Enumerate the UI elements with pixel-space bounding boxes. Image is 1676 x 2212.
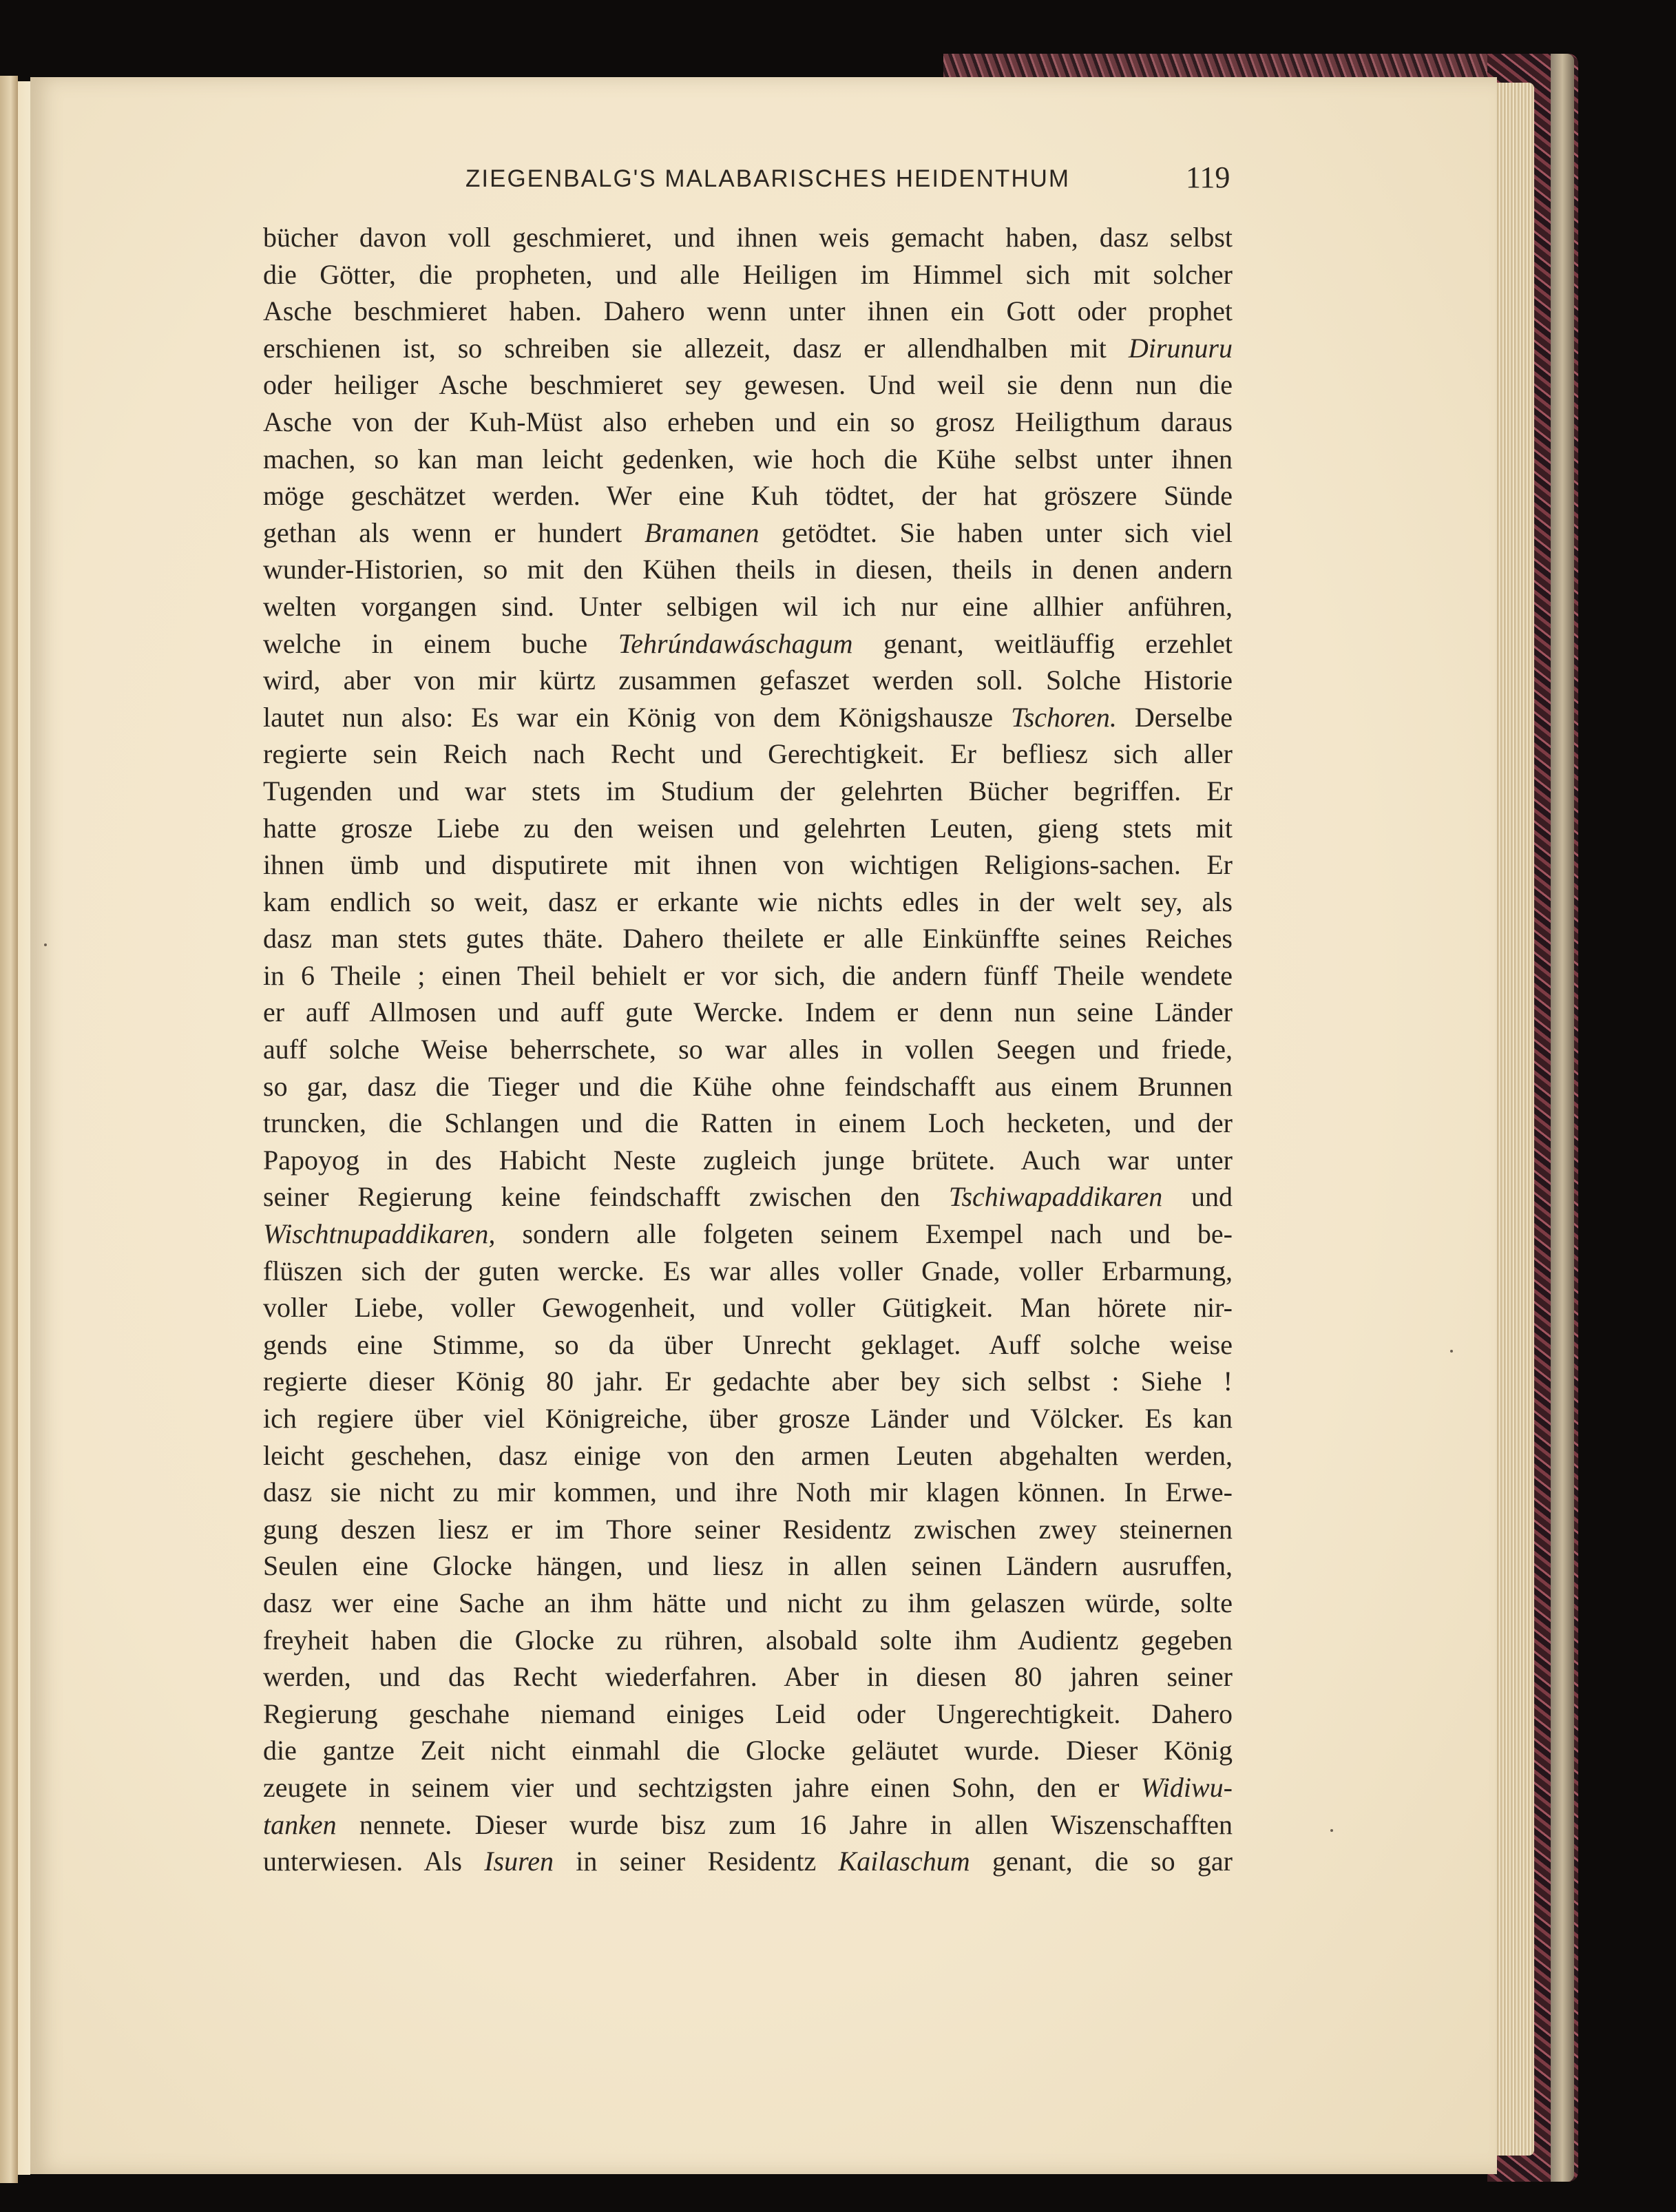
text-run: freyheit haben die Glocke zu rühren, alsobald solte ihm Audientz gegeben	[263, 1624, 1233, 1656]
text-run: er auff Allmosen und auff gute Wercke. Indem er denn nun seine Länder	[263, 997, 1233, 1028]
text-run: Seulen eine Glocke hängen, und liesz in allen seinen Ländern ausruffen,	[263, 1550, 1233, 1582]
text-run: machen, so kan man leicht gedenken, wie hoch die Kühe selbst unter ihnen	[263, 443, 1233, 474]
text-run: werden, und das Recht wiederfahren. Aber in diesen 80 jahren seiner	[263, 1661, 1233, 1693]
italic-term: Widiwu-	[1140, 1771, 1233, 1803]
text-line	[263, 1658, 1233, 1695]
paper-speck	[44, 943, 47, 946]
text-run: Papoyog in des Habicht Neste zugleich junge brütete. Auch war unter	[263, 1144, 1233, 1176]
text-line	[263, 920, 1233, 957]
text-run: kam endlich so weit, dasz er erkante wie nichts edles in der welt sey, als	[263, 886, 1233, 917]
text-line	[263, 1695, 1233, 1733]
text-run: flüszen sich der guten wercke. Es war alles voller Gnade, voller Erbarmung,	[263, 1255, 1233, 1286]
text-line	[263, 1511, 1233, 1548]
text-line	[263, 477, 1233, 514]
text-run: oder heiliger Asche beschmieret sey gewesen. Und weil sie denn nun die	[263, 369, 1233, 401]
text-run: leicht geschehen, dasz einige von den armen Leuten abgehalten werden,	[263, 1439, 1233, 1471]
italic-term: Kailaschum	[838, 1846, 970, 1877]
text-run: hatte grosze Liebe zu den weisen und gelehrten Leuten, gieng stets mit	[263, 812, 1233, 844]
text-run: ihnen ümb und disputirete mit ihnen von wichtigen Religions-sachen. Er	[263, 849, 1233, 881]
text-run: welche in einem buche	[263, 627, 618, 659]
text-line	[263, 366, 1233, 404]
italic-term: Tschoren.	[1011, 701, 1117, 733]
text-run: regierte sein Reich nach Recht und Gerechtigkeit. Er befliesz sich aller	[263, 738, 1233, 770]
text-line	[263, 1437, 1233, 1474]
text-run: getödtet. Sie haben unter sich viel	[759, 517, 1233, 548]
text-line	[263, 699, 1233, 736]
text-line	[263, 1474, 1233, 1511]
text-run: genant, die so gar	[970, 1846, 1233, 1877]
text-run: dasz sie nicht zu mir kommen, und ihre Noth mir klagen können. In Erwe-	[263, 1477, 1233, 1508]
text-run: voller Liebe, voller Gewogenheit, und voller Gütigkeit. Man hörete nir-	[263, 1292, 1233, 1324]
text-run: Derselbe	[1116, 701, 1233, 733]
italic-term: Tschiwapaddikaren	[948, 1181, 1163, 1213]
text-line	[263, 1031, 1233, 1068]
text-line	[263, 735, 1233, 773]
text-run: wunder-Historien, so mit den Kühen theils in diesen, theils in denen andern	[263, 554, 1233, 585]
running-head: ZIEGENBALG'S MALABARISCHES HEIDENTHUM	[465, 165, 1071, 192]
text-run: seiner Regierung keine feindschafft zwischen den	[263, 1181, 949, 1213]
page-number: 119	[1186, 160, 1230, 194]
text-run: in seiner Residentz	[553, 1846, 839, 1877]
text-run: zeugete in seinem vier und sechtzigsten jahre einen Sohn, den er	[263, 1771, 1141, 1803]
text-line	[263, 293, 1233, 330]
text-line	[263, 1326, 1233, 1364]
text-line	[263, 1806, 1233, 1844]
text-line	[263, 957, 1233, 994]
text-run: gung deszen liesz er im Thore seiner Residentz zwischen zwey steinernen	[263, 1513, 1233, 1545]
text-run: ich regiere über viel Königreiche, über grosze Länder und Völcker. Es kan	[263, 1403, 1233, 1434]
text-line	[263, 1585, 1233, 1622]
text-run: und	[1162, 1181, 1233, 1213]
text-run: wird, aber von mir kürtz zusammen gefaszet werden soll. Solche Historie	[263, 665, 1233, 696]
italic-term: Bramanen	[644, 517, 760, 548]
text-line	[263, 256, 1233, 293]
text-run: welten vorgangen sind. Unter selbigen wil ich nur eine allhier anführen,	[263, 590, 1233, 622]
text-run: dasz man stets gutes thäte. Dahero theilete er alle Einkünffte seines Reiches	[263, 923, 1233, 954]
text-run: so gar, dasz die Tieger und die Kühe ohne feindschafft aus einem Brunnen	[263, 1070, 1233, 1102]
paper-speck	[1330, 1829, 1333, 1832]
text-line	[263, 330, 1233, 367]
text-run: regierte dieser König 80 jahr. Er gedachte aber bey sich selbst : Siehe !	[263, 1366, 1233, 1397]
text-line	[263, 551, 1233, 588]
text-line	[263, 994, 1233, 1031]
text-run: unterwiesen. Als	[263, 1846, 485, 1877]
text-line	[263, 773, 1233, 810]
text-run: Asche von der Kuh-Müst also erheben und ein so grosz Heiligthum daraus	[263, 406, 1233, 437]
text-run: erschienen ist, so schreiben sie allezeit, dasz er allendhalben mit	[263, 332, 1129, 364]
text-line	[263, 1068, 1233, 1105]
text-line	[263, 404, 1233, 441]
text-run: möge geschätzet werden. Wer eine Kuh tödtet, der hat gröszere Sünde	[263, 480, 1233, 512]
text-run: Tugenden und war stets im Studium der gelehrten Bücher begriffen. Er	[263, 775, 1233, 806]
body-text	[263, 219, 1233, 1880]
text-line	[263, 441, 1233, 478]
text-run: Regierung geschahe niemand einiges Leid oder Ungerechtigkeit. Dahero	[263, 1698, 1233, 1729]
text-run: genant, weitläuffig erzehlet	[852, 627, 1233, 659]
text-line	[263, 1253, 1233, 1290]
italic-term: Tehrúndawáschagum	[618, 627, 853, 659]
italic-term: tanken	[263, 1808, 337, 1840]
text-run: die gantze Zeit nicht einmahl die Glocke geläutet wurde. Dieser König	[263, 1735, 1233, 1766]
text-run: lautet nun also: Es war ein König von dem Königshausze	[263, 701, 1012, 733]
facing-page-sheet	[18, 81, 30, 2175]
text-run: in 6 Theile ; einen Theil behielt er vor sich, die andern fünff Theile wendete	[263, 959, 1233, 991]
text-line	[263, 1105, 1233, 1142]
text-run: die Götter, die propheten, und alle Heiligen im Himmel sich mit solcher	[263, 258, 1233, 290]
text-run: gends eine Stimme, so da über Unrecht geklaget. Auff solche weise	[263, 1328, 1233, 1360]
text-line	[263, 1142, 1233, 1179]
book-cloth-spine-edge	[1551, 54, 1574, 2182]
text-line	[263, 1622, 1233, 1659]
text-run: dasz wer eine Sache an ihm hätte und nicht zu ihm gelaszen würde, solte	[263, 1587, 1233, 1618]
text-line	[263, 1215, 1233, 1253]
text-line	[263, 514, 1233, 552]
text-line	[263, 625, 1233, 662]
text-line	[263, 846, 1233, 884]
text-line	[263, 1363, 1233, 1400]
text-run: gethan als wenn er hundert	[263, 517, 645, 548]
text-line	[263, 1178, 1233, 1215]
text-run: nennete. Dieser wurde bisz zum 16 Jahre in allen Wiszenschafften	[336, 1808, 1233, 1840]
text-line	[263, 1289, 1233, 1326]
text-line	[263, 1843, 1233, 1880]
text-line	[263, 219, 1233, 256]
text-run: auff solche Weise beherrschete, so war alles in vollen Seegen und friede,	[263, 1034, 1233, 1065]
text-run: bücher davon voll geschmieret, und ihnen weis gemacht haben, dasz selbst	[263, 222, 1233, 253]
text-line	[263, 588, 1233, 625]
text-line	[263, 1547, 1233, 1585]
text-line	[263, 662, 1233, 699]
text-line	[263, 1732, 1233, 1769]
text-line	[263, 810, 1233, 847]
paper-speck	[1450, 1350, 1453, 1353]
italic-term: Isuren	[484, 1846, 554, 1877]
text-line	[263, 884, 1233, 921]
italic-term: Dirunuru	[1128, 332, 1233, 364]
text-line	[263, 1400, 1233, 1437]
facing-page-edge	[0, 76, 18, 2183]
text-line	[263, 1769, 1233, 1806]
text-run: sondern alle folgeten seinem Exempel nach und be-	[495, 1218, 1233, 1250]
text-run: truncken, die Schlangen und die Ratten in einem Loch hecketen, und der	[263, 1107, 1233, 1139]
text-run: Asche beschmieret haben. Dahero wenn unter ihnen ein Gott oder prophet	[263, 295, 1233, 327]
italic-term: Wischtnupaddikaren,	[263, 1218, 496, 1250]
